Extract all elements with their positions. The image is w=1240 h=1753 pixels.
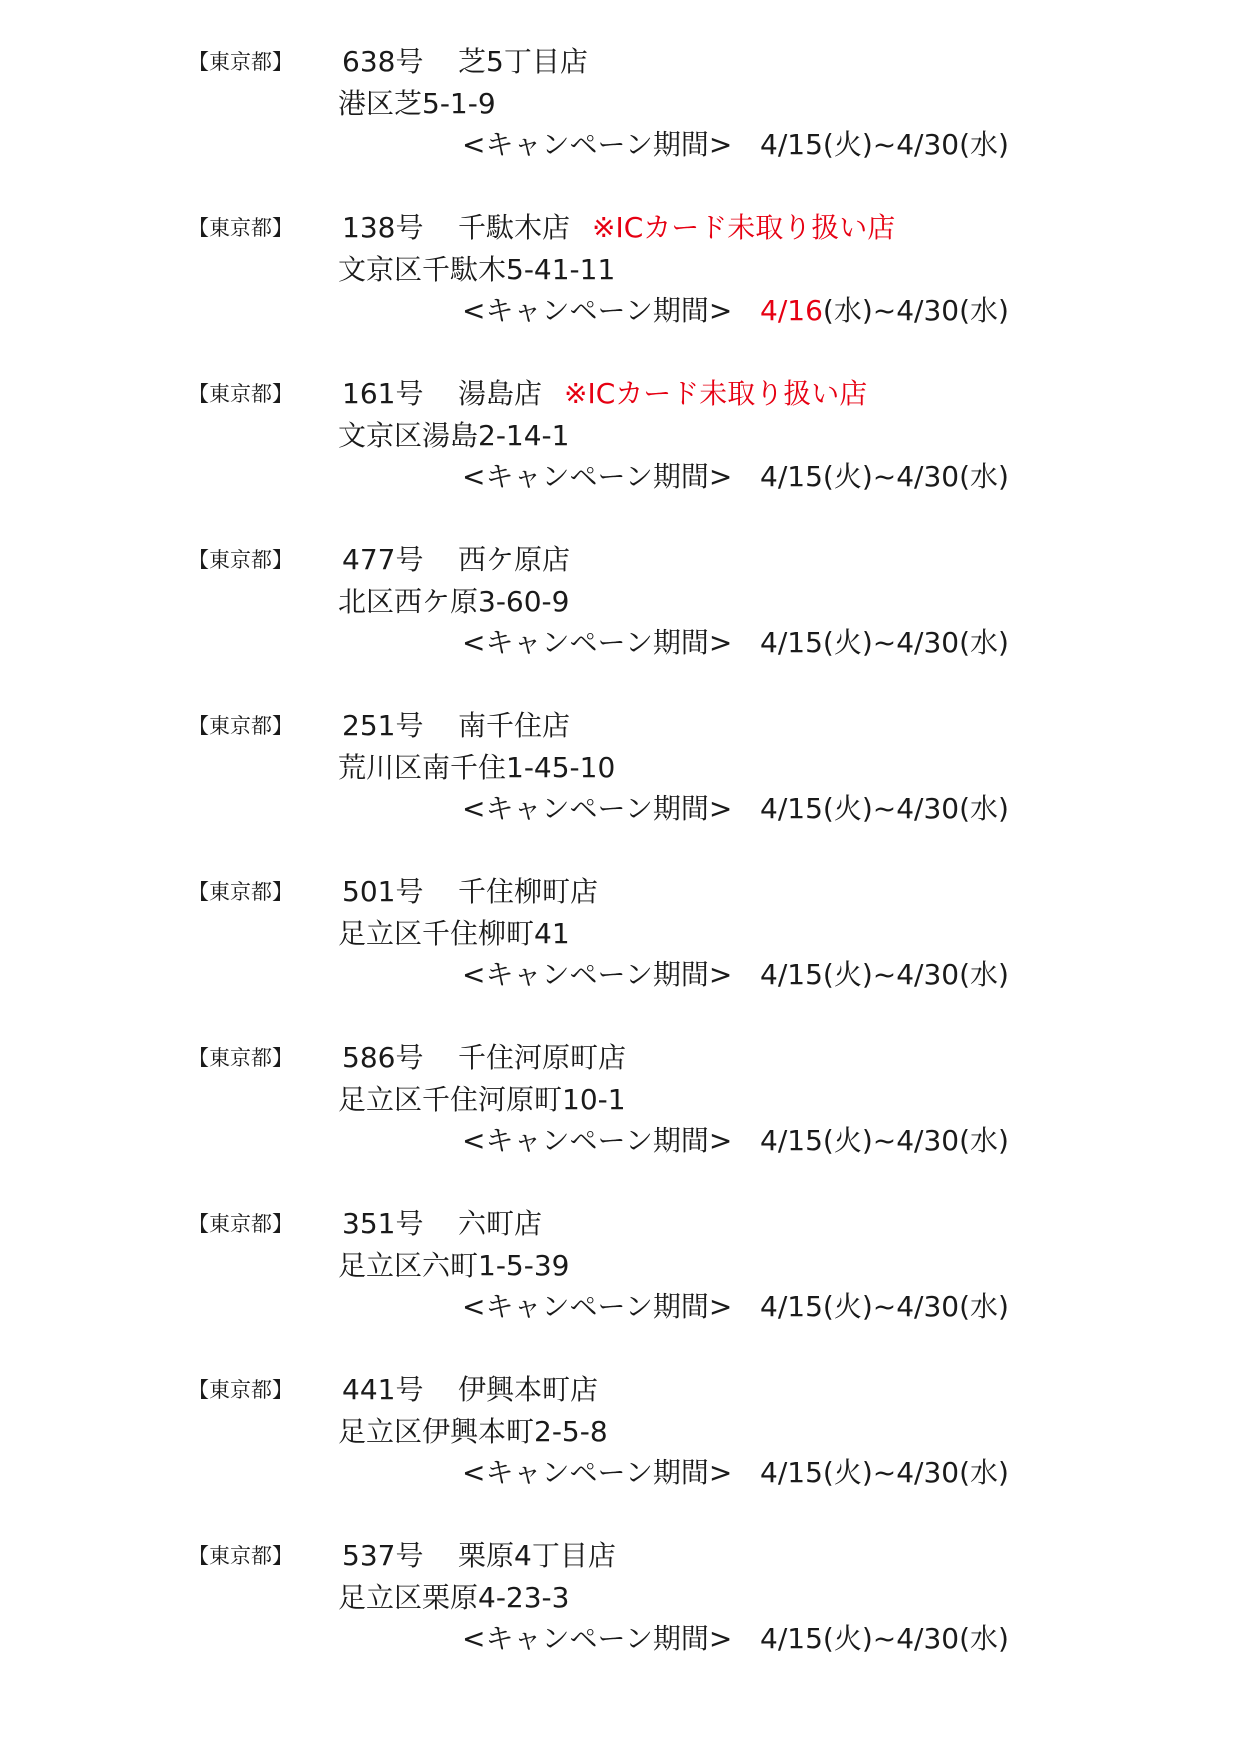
period-rest: (火)~4/30(水) bbox=[822, 1622, 1009, 1655]
store-number: 586号 bbox=[342, 1041, 424, 1074]
store-entry bbox=[0, 864, 1240, 1014]
store-number: 441号 bbox=[342, 1373, 424, 1406]
store-entry bbox=[0, 1030, 1240, 1180]
period-start: 4/15 bbox=[760, 1290, 823, 1323]
store-name: 湯島店 bbox=[458, 377, 543, 410]
store-name-line bbox=[458, 870, 598, 910]
store-entry bbox=[0, 698, 1240, 848]
prefecture-label: 【東京都】 bbox=[188, 1544, 293, 1568]
campaign-period-label: <キャンペーン期間> bbox=[462, 460, 733, 493]
store-name-line bbox=[458, 40, 588, 80]
store-name: 芝5丁目店 bbox=[458, 45, 588, 78]
period-start: 4/15 bbox=[760, 128, 823, 161]
campaign-period bbox=[760, 1119, 1009, 1159]
campaign-period-label: <キャンペーン期間> bbox=[462, 626, 733, 659]
store-address: 荒川区南千住1-45-10 bbox=[338, 751, 616, 784]
period-start: 4/15 bbox=[760, 460, 823, 493]
campaign-period-label: <キャンペーン期間> bbox=[462, 958, 733, 991]
store-name-line bbox=[458, 1202, 542, 1242]
store-name: 千住柳町店 bbox=[458, 875, 599, 908]
period-rest: (水)~4/30(水) bbox=[822, 294, 1009, 327]
store-entry bbox=[0, 1362, 1240, 1512]
store-name: 西ケ原店 bbox=[458, 543, 571, 576]
prefecture-label: 【東京都】 bbox=[188, 216, 293, 240]
prefecture-label: 【東京都】 bbox=[188, 382, 293, 406]
campaign-period bbox=[760, 1617, 1009, 1657]
store-number: 161号 bbox=[342, 377, 424, 410]
store-name: 伊興本町店 bbox=[458, 1373, 599, 1406]
campaign-period-label: <キャンペーン期間> bbox=[462, 1124, 733, 1157]
campaign-period-label: <キャンペーン期間> bbox=[462, 1622, 733, 1655]
store-number: 251号 bbox=[342, 709, 424, 742]
period-start-highlight: 4/16 bbox=[760, 294, 823, 327]
store-address: 足立区千住河原町10-1 bbox=[338, 1083, 626, 1116]
store-address: 文京区千駄木5-41-11 bbox=[338, 253, 616, 286]
period-rest: (火)~4/30(水) bbox=[822, 1290, 1009, 1323]
ic-card-note: ※ICカード未取り扱い店 bbox=[564, 377, 868, 410]
campaign-period bbox=[760, 455, 1009, 495]
store-name-line bbox=[458, 206, 895, 246]
store-address: 港区芝5-1-9 bbox=[338, 87, 496, 120]
store-name: 六町店 bbox=[458, 1207, 543, 1240]
period-rest: (火)~4/30(水) bbox=[822, 792, 1009, 825]
store-address: 文京区湯島2-14-1 bbox=[338, 419, 570, 452]
campaign-period-label: <キャンペーン期間> bbox=[462, 1456, 733, 1489]
period-rest: (火)~4/30(水) bbox=[822, 1124, 1009, 1157]
period-rest: (火)~4/30(水) bbox=[822, 460, 1009, 493]
period-rest: (火)~4/30(水) bbox=[822, 626, 1009, 659]
campaign-period bbox=[760, 1285, 1009, 1325]
store-address: 足立区栗原4-23-3 bbox=[338, 1581, 570, 1614]
store-number: 138号 bbox=[342, 211, 424, 244]
store-number: 537号 bbox=[342, 1539, 424, 1572]
store-entry bbox=[0, 34, 1240, 184]
store-entry bbox=[0, 532, 1240, 682]
store-entry bbox=[0, 366, 1240, 516]
prefecture-label: 【東京都】 bbox=[188, 548, 293, 572]
store-number: 477号 bbox=[342, 543, 424, 576]
prefecture-label: 【東京都】 bbox=[188, 880, 293, 904]
period-rest: (火)~4/30(水) bbox=[822, 958, 1009, 991]
store-name: 栗原4丁目店 bbox=[458, 1539, 616, 1572]
campaign-period bbox=[760, 1451, 1009, 1491]
store-name-line bbox=[458, 1534, 616, 1574]
prefecture-label: 【東京都】 bbox=[188, 50, 293, 74]
store-name-line bbox=[458, 372, 867, 412]
prefecture-label: 【東京都】 bbox=[188, 1378, 293, 1402]
store-name-line bbox=[458, 1036, 626, 1076]
store-number: 638号 bbox=[342, 45, 424, 78]
store-name-line bbox=[458, 1368, 598, 1408]
prefecture-label: 【東京都】 bbox=[188, 1046, 293, 1070]
campaign-period-label: <キャンペーン期間> bbox=[462, 1290, 733, 1323]
ic-card-note: ※ICカード未取り扱い店 bbox=[592, 211, 896, 244]
store-name-line bbox=[458, 704, 570, 744]
campaign-period-label: <キャンペーン期間> bbox=[462, 792, 733, 825]
store-address: 足立区六町1-5-39 bbox=[338, 1249, 570, 1282]
store-name: 千住河原町店 bbox=[458, 1041, 627, 1074]
campaign-period bbox=[760, 953, 1009, 993]
campaign-period-label: <キャンペーン期間> bbox=[462, 294, 733, 327]
campaign-period bbox=[760, 123, 1009, 163]
period-start: 4/15 bbox=[760, 958, 823, 991]
store-entry bbox=[0, 200, 1240, 350]
period-start: 4/15 bbox=[760, 1124, 823, 1157]
store-number: 501号 bbox=[342, 875, 424, 908]
store-address: 足立区伊興本町2-5-8 bbox=[338, 1415, 608, 1448]
period-start: 4/15 bbox=[760, 626, 823, 659]
period-start: 4/15 bbox=[760, 1622, 823, 1655]
campaign-period bbox=[760, 787, 1009, 827]
prefecture-label: 【東京都】 bbox=[188, 1212, 293, 1236]
period-rest: (火)~4/30(水) bbox=[822, 128, 1009, 161]
store-entry bbox=[0, 1528, 1240, 1678]
store-address: 足立区千住柳町41 bbox=[338, 917, 570, 950]
campaign-period bbox=[760, 621, 1009, 661]
period-start: 4/15 bbox=[760, 792, 823, 825]
period-start: 4/15 bbox=[760, 1456, 823, 1489]
campaign-period-label: <キャンペーン期間> bbox=[462, 128, 733, 161]
store-name-line bbox=[458, 538, 570, 578]
store-number: 351号 bbox=[342, 1207, 424, 1240]
store-address: 北区西ケ原3-60-9 bbox=[338, 585, 570, 618]
store-name: 南千住店 bbox=[458, 709, 571, 742]
prefecture-label: 【東京都】 bbox=[188, 714, 293, 738]
campaign-period bbox=[760, 289, 1009, 329]
store-name: 千駄木店 bbox=[458, 211, 571, 244]
store-entry bbox=[0, 1196, 1240, 1346]
period-rest: (火)~4/30(水) bbox=[822, 1456, 1009, 1489]
